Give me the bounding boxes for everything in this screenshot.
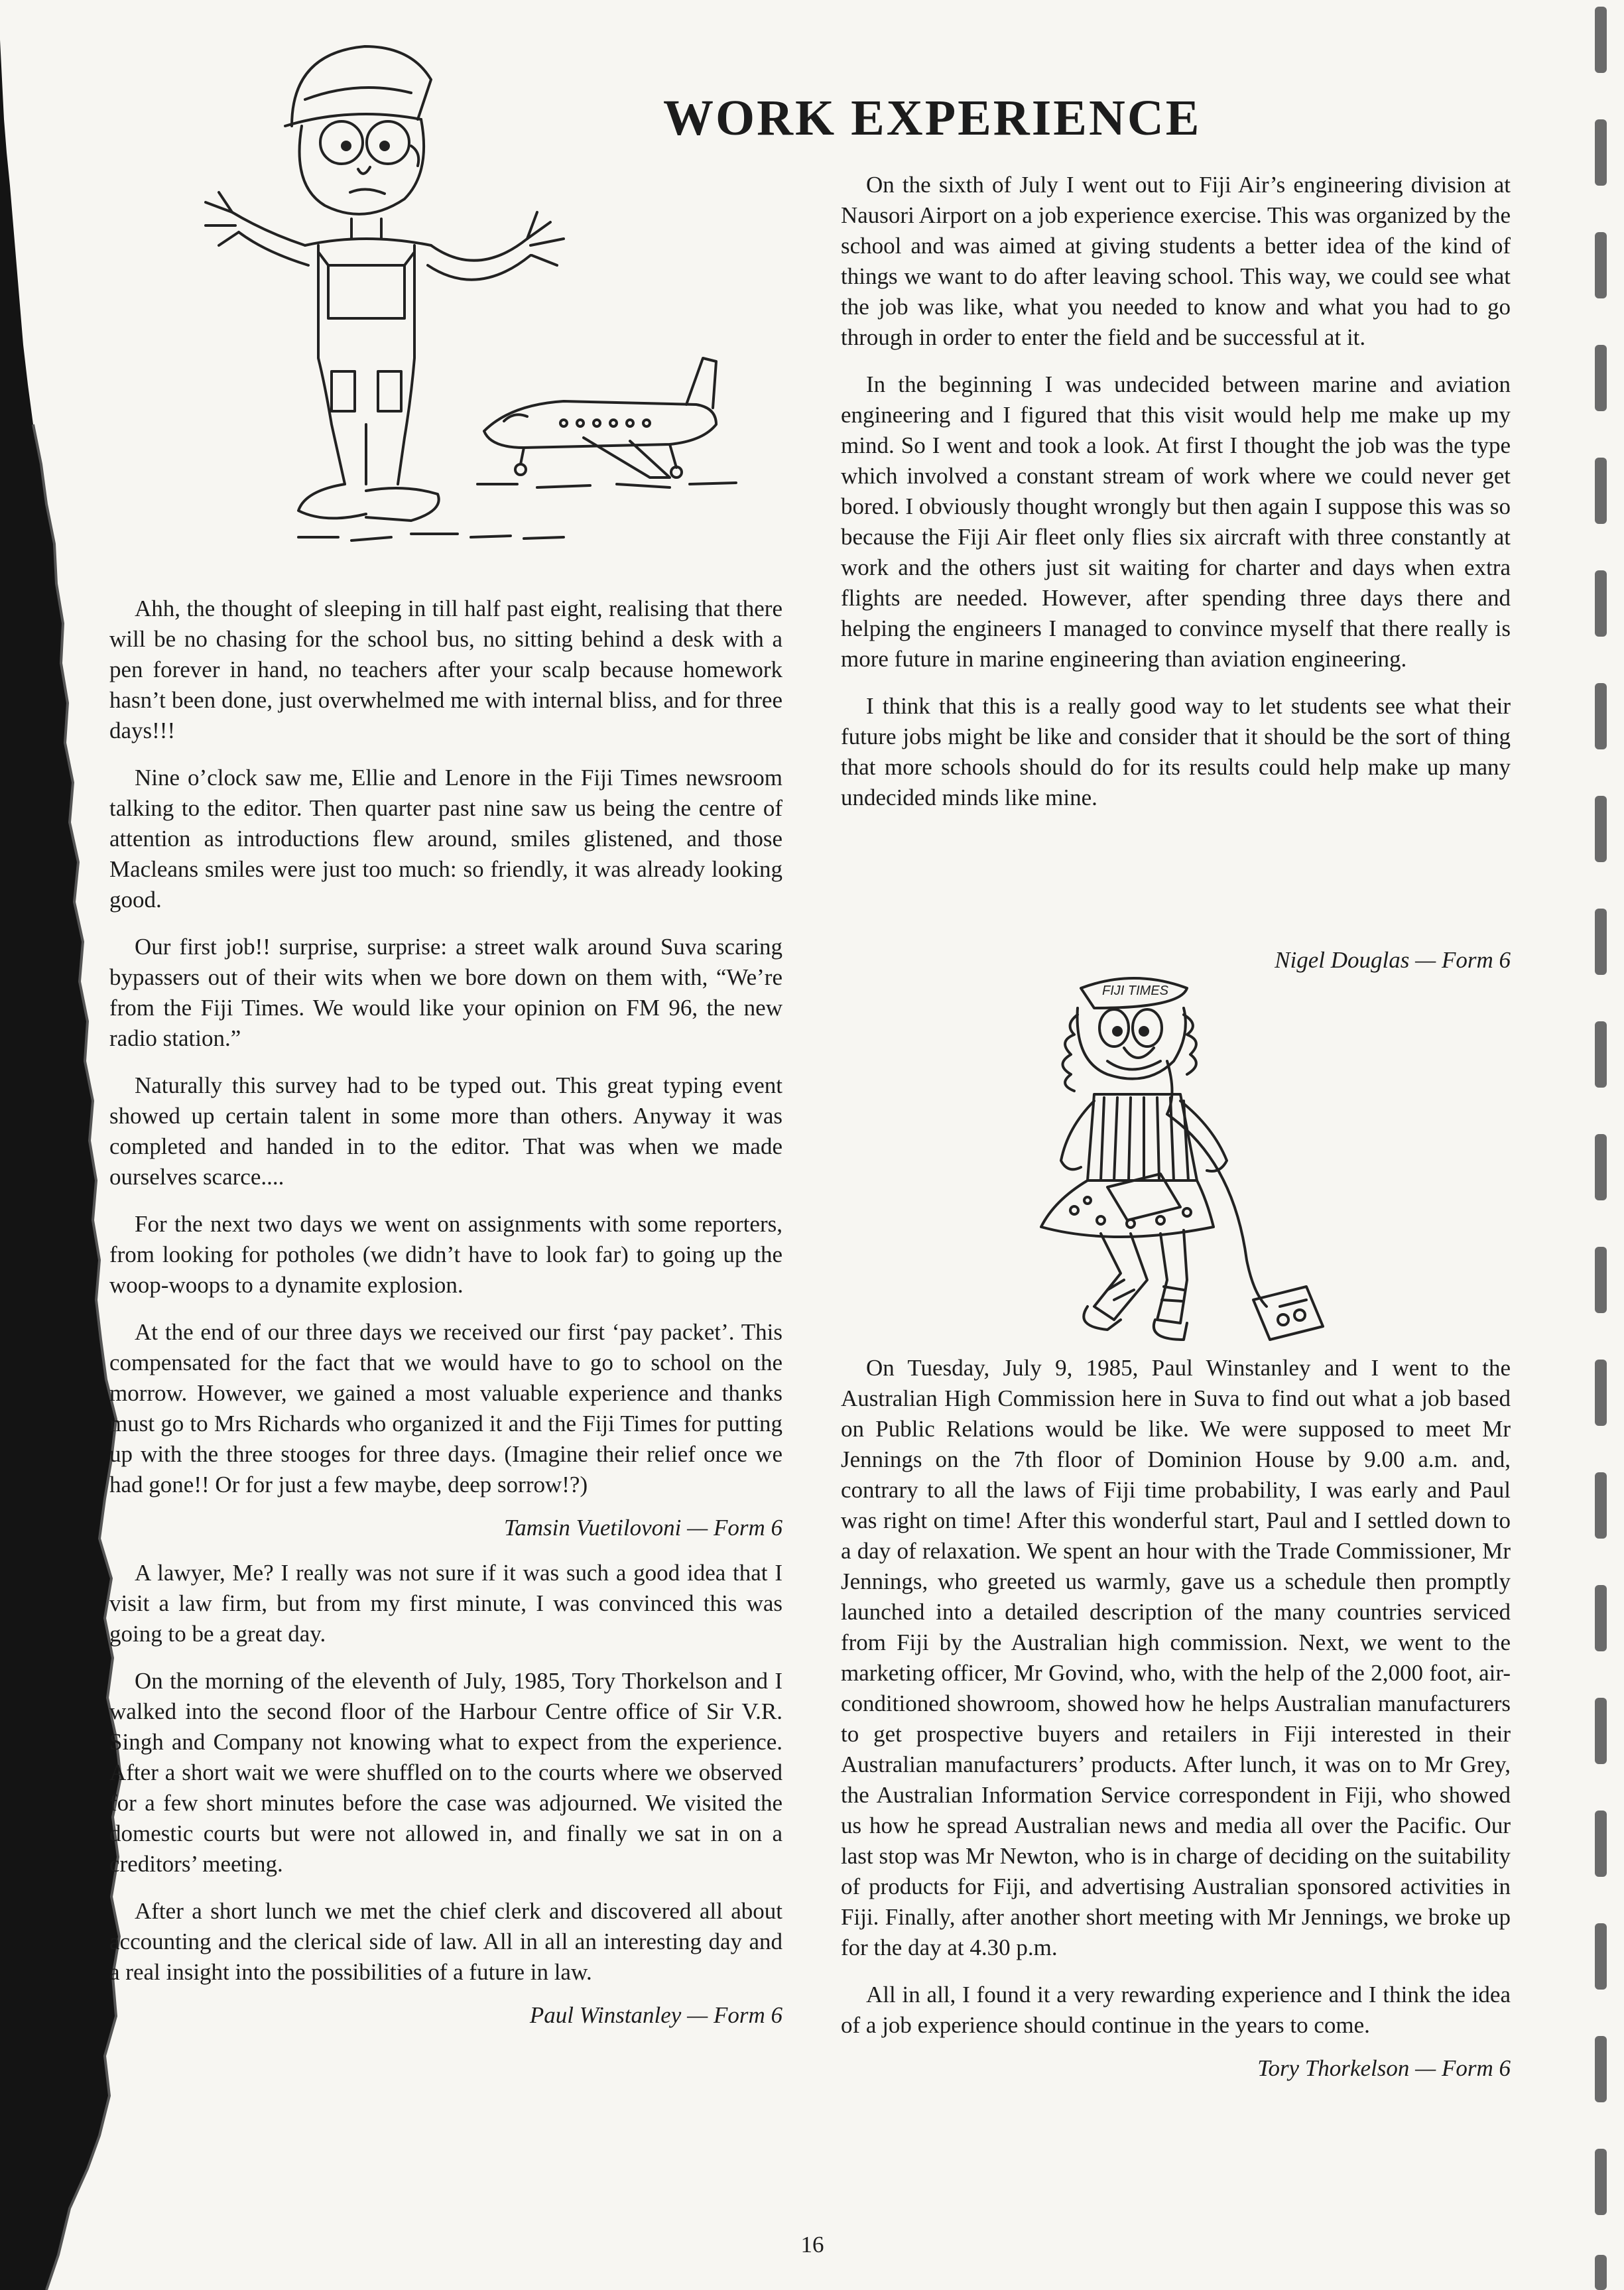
paragraph: At the end of our three days we received our first ‘pay packet’. This compensated for the fact that we would have to go to school on the morrow. However, we gained a most valuable experience and thanks must go to Mrs Richards who organized it and the Fiji Times for putting up with the three stooges for three days. (Imagine their relief once we had gone!! Or for just a few maybe, deep sorrow!?) — [109, 1319, 782, 1497]
page-title: WORK EXPERIENCE — [663, 90, 1202, 146]
paragraph: Ahh, the thought of sleeping in till half past eight, realising that there will be no chasing for the school bus, no sitting behind a desk with a pen forever in hand, no teachers after your scalp because homework hasn’t been done, just overwhelmed me with internal bliss, and for three days!!! — [109, 596, 782, 743]
paragraph: On the morning of the eleventh of July, 1985, Tory Thorkelson and I walked into the second floor of the Harbour Centre office of Sir V.R. Singh and Company not knowing what to expect from the experience. After a short wait we were shuffled on to the courts where we observed for a few short minutes before the case was adjourned. We visited the domestic courts but were not allowed in, and finally we sat in on a creditors’ meeting. — [109, 1668, 782, 1877]
girl-cartoon-illustration — [1015, 962, 1386, 1353]
paragraph: On the sixth of July I went out to Fiji Air’s engineering division at Nausori Airport on a job experience exercise. This was organized by the school and was aimed at giving students a better idea of the kind of things we want to do after leaving school. This way, we could see what the job was like, what you needed to know and what you had to go through in order to enter the field and be successful at it. — [841, 172, 1511, 350]
paragraph: Our first job!! surprise, surprise: a street walk around Suva scaring bypassers out of their wits when we bore down on them with, “We’re from the Fiji Times. We would like your opinion on FM 96, the new radio station.” — [109, 934, 782, 1051]
paragraph: After a short lunch we met the chief clerk and discovered all about accounting and the clerical side of law. All in all an interesting day and a real insight into the possibilities of a future in law. — [109, 1898, 782, 1985]
paragraph: A lawyer, Me? I really was not sure if it was such a good idea that I visit a law firm, but from my first minute, I was convinced this was going to be a great day. — [109, 1560, 782, 1647]
author-signature: Tamsin Vuetilovoni — Form 6 — [503, 1515, 782, 1541]
right-column-bottom — [841, 1353, 1511, 2098]
author-signature: Paul Winstanley — Form 6 — [529, 2002, 782, 2028]
cap-text: FIJI TIMES — [1102, 984, 1168, 998]
page-number: 16 — [800, 2232, 824, 2258]
paragraph: Nine o’clock saw me, Ellie and Lenore in the Fiji Times newsroom talking to the editor. Then quarter past nine saw us being the centre of attention as introductions flew around, smiles glistened, and those Macleans smiles were just too much: so friendly, it was already looking good. — [109, 765, 782, 913]
paragraph: On Tuesday, July 9, 1985, Paul Winstanley and I went to the Australian High Commission here in Suva to find out what a job based on Public Relations would be like. We were supposed to meet Mr Jennings on the 7th floor of Dominion House by 9.00 a.m. and, contrary to all the laws of Fiji time probability, I was early and Paul was right on time! After this wonderful start, Paul and I settled down to a day of relaxation. We spent an hour with the Trade Commissioner, Mr Jennings, who greeted us warmly, gave us a schedule then promptly launched into a detailed description of the many countries serviced from Fiji by the Australian high commission. Next, we went to the marketing officer, Mr Govind, who, with the help of the 2,000 foot, air-conditioned showroom, showed how he helps Australian manufacturers to get prospective buyers and retailers in Fiji interested in their Australian manufacturers’ products. After lunch, it was on to Mr Grey, the Australian Information Service correspondent in Fiji, who showed us how he spread Australian news and media all over the Pacific. Our last stop was Mr Newton, who is in charge of deciding on the suitability of products for Fiji, and advertising Australian sponsored activities in Fiji. Finally, after another short meeting with Mr Jennings, we broke up for the day at 4.30 p.m. — [841, 1355, 1511, 1960]
mechanic-cartoon-illustration — [192, 27, 769, 584]
paragraph: All in all, I found it a very rewarding experience and I think the idea of a job experience should continue in the years to come. — [841, 1982, 1511, 2038]
binding-holes — [1571, 0, 1624, 2290]
paragraph: For the next two days we went on assignments with some reporters, from looking for potholes (we didn’t have to look far) to going up the woop-woops to a dynamite explosion. — [109, 1211, 782, 1298]
left-column — [109, 594, 782, 2045]
author-signature: Nigel Douglas — Form 6 — [1275, 947, 1511, 973]
paragraph: In the beginning I was undecided between marine and aviation engineering and I figured that this visit would help me make up my mind. So I went and took a look. At first I thought the job was the type which involved a constant stream of work where we could never get bored. I obviously thought wrongly but then again I suppose this was so because the Fiji Air fleet only flies six aircraft with three constantly at work and the others just sit waiting for charter and days when extra flights are needed. However, after spending three days there and helping the engineers I managed to convince myself that there really is more future in marine engineering than aviation engineering. — [841, 371, 1511, 672]
paragraph: Naturally this survey had to be typed out. This great typing event showed up certain talent in some more than others. Anyway it was completed and handed in to the editor. That was when we made ourselves scarce.... — [109, 1072, 782, 1190]
author-signature: Tory Thorkelson — Form 6 — [1257, 2055, 1511, 2081]
right-column-top — [841, 170, 1511, 830]
paragraph: I think that this is a really good way to let students see what their future jobs might be like and consider that it should be the sort of thing that more schools should do for its results could help make up many undecided minds like mine. — [841, 693, 1511, 810]
